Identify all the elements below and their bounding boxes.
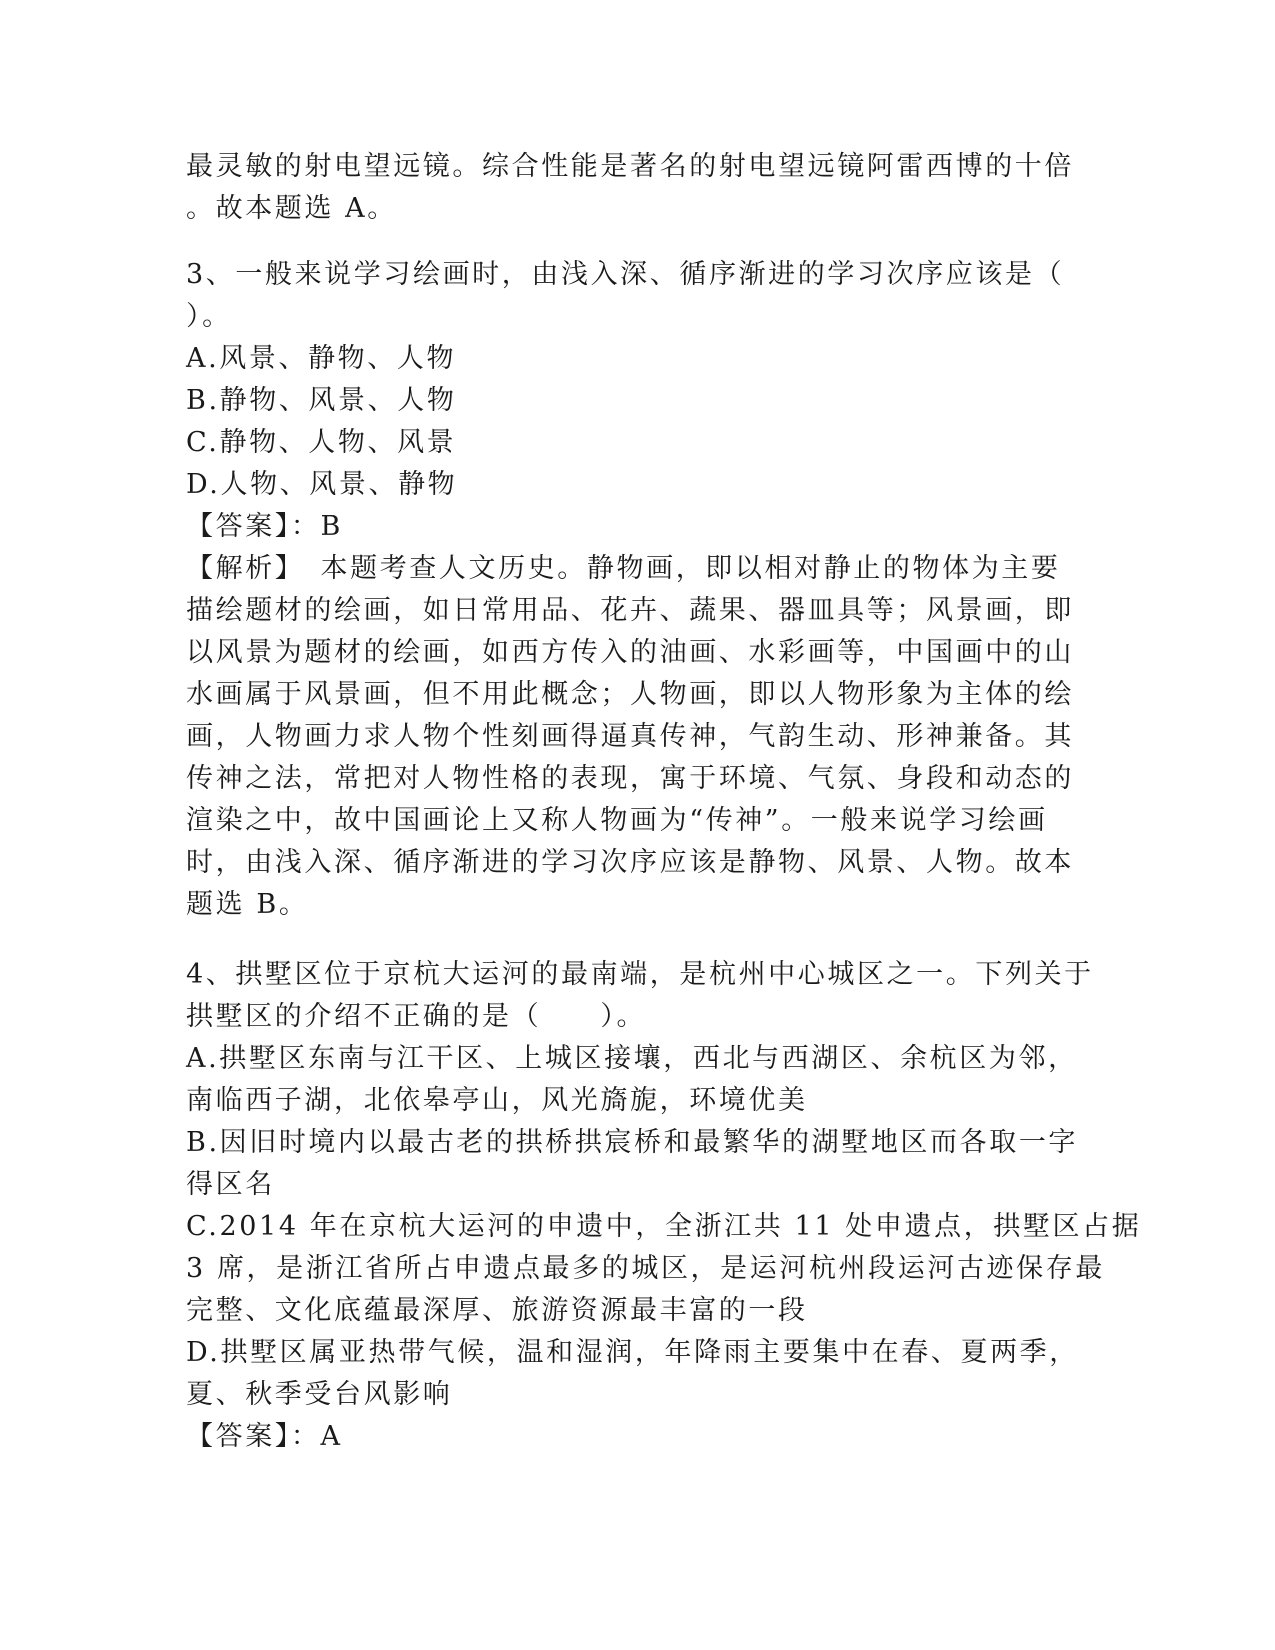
analysis-line: 【解析】 本题考查人文历史。静物画，即以相对静止的物体为主要: [186, 553, 1061, 584]
option-line: 得区名: [186, 1169, 275, 1200]
option-line: 3 席，是浙江省所占申遗点最多的城区，是运河杭州段运河古迹保存最: [186, 1253, 1105, 1284]
page-content: [186, 146, 1142, 1458]
question-4: [186, 954, 1142, 1458]
option-d: [186, 1332, 1086, 1416]
q2-explanation-tail: [186, 146, 1086, 230]
option-a: A.风景、静物、人物: [186, 343, 457, 374]
question-3: [186, 254, 1086, 926]
option-line: B.因旧时境内以最古老的拱桥拱宸桥和最繁华的湖墅地区而各取一字: [186, 1127, 1079, 1158]
analysis-line: 渲染之中，故中国画论上又称人物画为“传神”。一般来说学习绘画: [186, 805, 1048, 836]
analysis: [186, 548, 1086, 926]
text-line: 。故本题选 A。: [186, 193, 397, 224]
question-stem: 4、拱墅区位于京杭大运河的最南端，是杭州中心城区之一。下列关于: [186, 959, 1094, 990]
option-line: 完整、文化底蕴最深厚、旅游资源最丰富的一段: [186, 1295, 808, 1326]
text-line: 最灵敏的射电望远镜。综合性能是著名的射电望远镜阿雷西博的十倍: [186, 151, 1074, 182]
answer: 【答案】：A: [186, 1421, 343, 1452]
question-stem: 3、一般来说学习绘画时，由浅入深、循序渐进的学习次序应该是（: [186, 259, 1065, 290]
analysis-line: 传神之法，常把对人物性格的表现，寓于环境、气氛、身段和动态的: [186, 763, 1074, 794]
option-line: 南临西子湖，北依皋亭山，风光旖旎，环境优美: [186, 1085, 808, 1116]
analysis-line: 题选 B。: [186, 889, 309, 920]
question-stem: 拱墅区的介绍不正确的是（ ）。: [186, 1001, 647, 1032]
option-c: [186, 1206, 1142, 1332]
option-line: A.拱墅区东南与江干区、上城区接壤，西北与西湖区、余杭区为邻，: [186, 1043, 1078, 1074]
analysis-line: 以风景为题材的绘画，如西方传入的油画、水彩画等，中国画中的山: [186, 637, 1074, 668]
analysis-line: 画，人物画力求人物个性刻画得逼真传神，气韵生动、形神兼备。其: [186, 721, 1074, 752]
analysis-line: 时，由浅入深、循序渐进的学习次序应该是静物、风景、人物。故本: [186, 847, 1074, 878]
option-line: D.拱墅区属亚热带气候，温和湿润，年降雨主要集中在春、夏两季，: [186, 1337, 1079, 1368]
option-b: B.静物、风景、人物: [186, 385, 457, 416]
option-line: C.2014 年在京杭大运河的申遗中，全浙江共 11 处申遗点，拱墅区占据: [186, 1211, 1142, 1242]
analysis-line: 水画属于风景画，但不用此概念；人物画，即以人物形象为主体的绘: [186, 679, 1074, 710]
question-stem: ）。: [186, 301, 232, 332]
option-c: C.静物、人物、风景: [186, 427, 457, 458]
option-b: [186, 1122, 1086, 1206]
option-line: 夏、秋季受台风影响: [186, 1379, 453, 1410]
option-a: [186, 1038, 1086, 1122]
analysis-line: 描绘题材的绘画，如日常用品、花卉、蔬果、器皿具等；风景画，即: [186, 595, 1074, 626]
option-d: D.人物、风景、静物: [186, 469, 458, 500]
answer: 【答案】：B: [186, 511, 343, 542]
